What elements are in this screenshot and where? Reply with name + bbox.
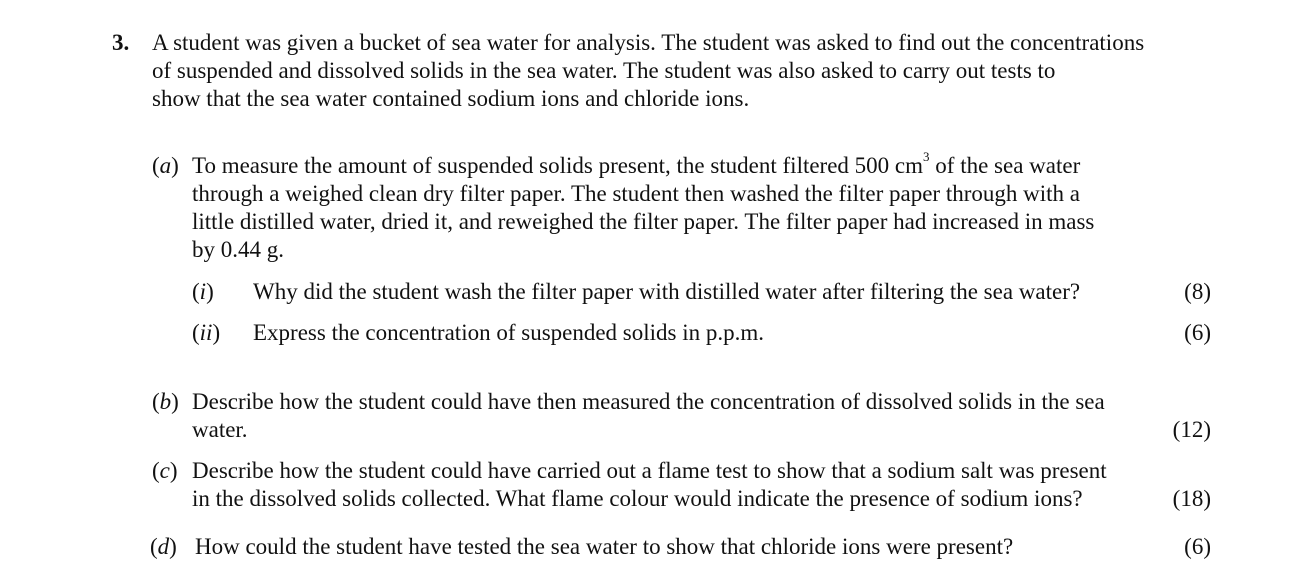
intro-line: A student was given a bucket of sea water for analysis. The student was asked to find out the concentrations	[152, 30, 1145, 55]
part-a-label: (a)	[152, 153, 179, 178]
part-a-ii-marks: (6)	[1184, 320, 1211, 345]
part-b-label: (b)	[152, 389, 179, 414]
part-d-text: How could the student have tested the sea water to show that chloride ions were present?	[195, 534, 1014, 559]
part-a-line: To measure the amount of suspended solids present, the student filtered 500 $cm^3$ of the sea water	[192, 149, 1081, 178]
part-d-label: (d)	[150, 534, 177, 559]
part-d-marks: (6)	[1184, 534, 1211, 559]
part-a-ii-label: (ii)	[192, 320, 221, 345]
part-a-line: by 0.44 g.	[192, 237, 284, 262]
question-intro	[152, 29, 1242, 113]
part-a-ii-text: Express the concentration of suspended solids in p.p.m.	[253, 320, 765, 345]
intro-line: show that the sea water contained sodium ions and chloride ions.	[152, 86, 750, 111]
part-c-line: Describe how the student could have carried out a flame test to show that a sodium salt was present	[192, 458, 1107, 483]
part-b-marks: (12)	[1172, 417, 1211, 442]
part-c-text	[192, 457, 1172, 513]
part-a-i-text: Why did the student wash the filter paper with distilled water after filtering the sea water?	[253, 279, 1081, 304]
part-b-line: water.	[192, 417, 248, 442]
part-a-line: little distilled water, dried it, and reweighed the filter paper. The filter paper had increased in mass	[192, 209, 1095, 234]
intro-line: of suspended and dissolved solids in the sea water. The student was also asked to carry out tests to	[152, 58, 1056, 83]
part-c-label: (c)	[152, 458, 178, 483]
question-number: 3.	[112, 30, 130, 55]
part-a-line: through a weighed clean dry filter paper. The student then washed the filter paper through with a	[192, 181, 1080, 206]
part-b-text	[192, 388, 1172, 444]
superscript-3: 3	[923, 149, 930, 165]
part-b-line: Describe how the student could have then measured the concentration of dissolved solids in the sea	[192, 389, 1105, 414]
part-a-i-marks: (8)	[1184, 279, 1211, 304]
part-a-text	[192, 149, 1172, 264]
part-a-i-label: (i)	[192, 279, 214, 304]
part-c-marks: (18)	[1172, 486, 1211, 511]
part-c-line: in the dissolved solids collected. What flame colour would indicate the presence of sodium ions?	[192, 486, 1083, 511]
